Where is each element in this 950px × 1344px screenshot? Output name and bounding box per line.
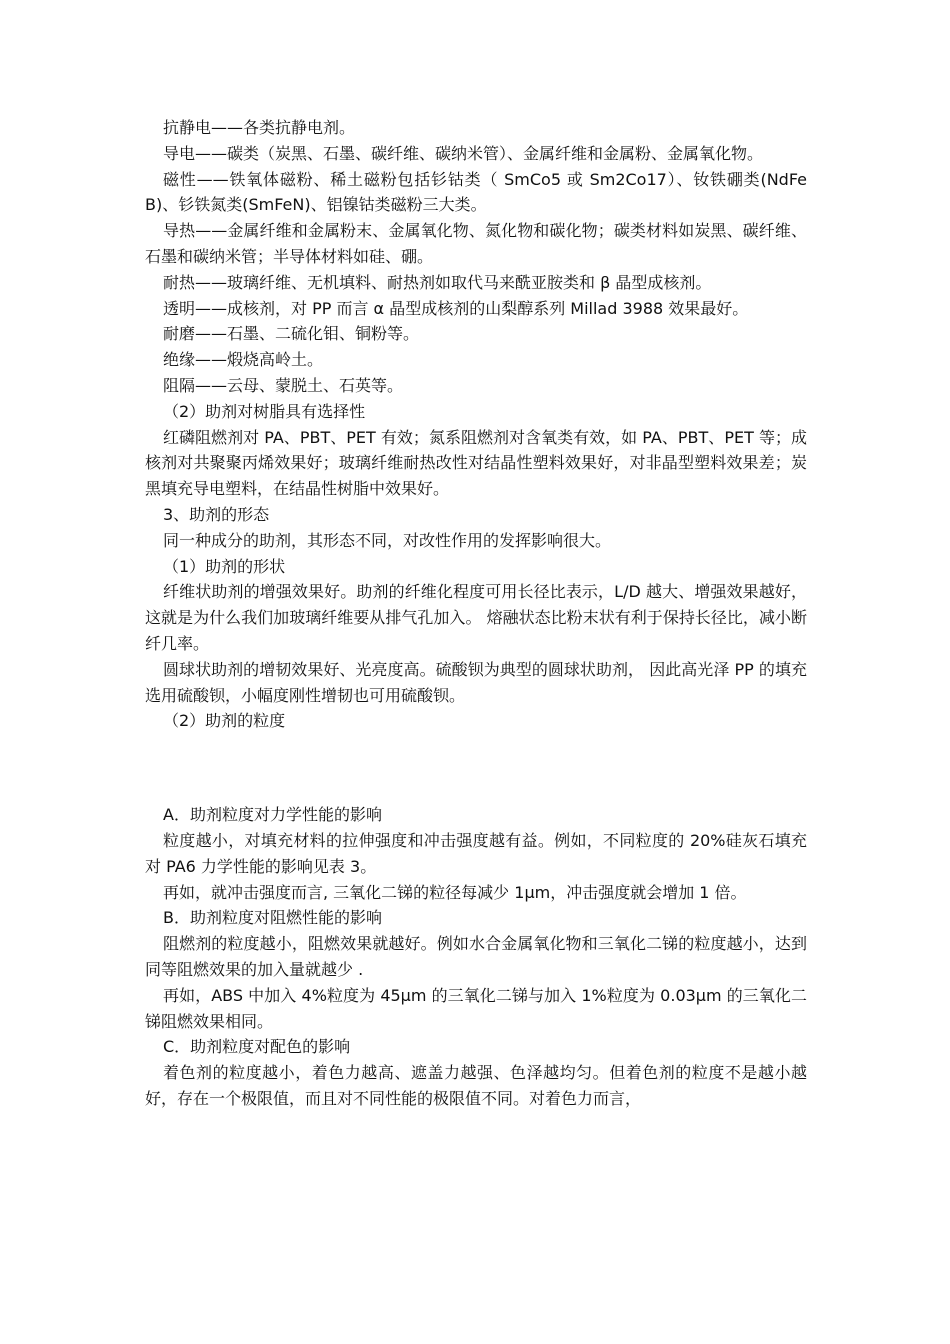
paragraph: 同一种成分的助剂，其形态不同，对改性作用的发挥影响很大。 bbox=[163, 530, 612, 550]
paragraph: 透明——成核剂，对 PP 而言 α 晶型成核剂的山梨醇系列 Millad 3988 效果最好。 bbox=[163, 298, 749, 318]
section-heading: 3、助剂的形态 bbox=[163, 504, 270, 524]
paragraph: 阻隔——云母、蒙脱土、石英等。 bbox=[163, 375, 404, 395]
paragraph: 磁性——铁氧体磁粉、稀土磁粉包括钐钴类（ SmCo5 或 Sm2Co17）、钕铁硼类(NdFeB)、钐铁氮类(SmFeN)、铝镍钴类磁粉三大类。 bbox=[145, 169, 807, 215]
paragraph: 着色剂的粒度越小，着色力越高、遮盖力越强、色泽越均匀。但着色剂的粒度不是越小越好，存在一个极限值，而且对不同性能的极限值不同。对着色力而言， bbox=[145, 1063, 807, 1108]
paragraph: 阻燃剂的粒度越小，阻燃效果就越好。例如水合金属氧化物和三氧化二锑的粒度越小，达到同等阻燃效果的加入量就越少 . bbox=[145, 934, 807, 979]
paragraph: 抗静电——各类抗静电剂。 bbox=[163, 118, 356, 137]
blank-gap bbox=[145, 734, 807, 802]
subheading: A．助剂粒度对力学性能的影响 bbox=[163, 805, 382, 825]
paragraph: 导电——碳类（炭黑、石墨、碳纤维、碳纳米管）、金属纤维和金属粉、金属氧化物。 bbox=[163, 143, 764, 163]
subheading: （1）助剂的形状 bbox=[163, 556, 286, 576]
paragraph: 纤维状助剂的增强效果好。助剂的纤维化程度可用长径比表示，L/D 越大、增强效果越好，这就是为什么我们加玻璃纤维要从排气孔加入。 熔融状态比粉末状有利于保持长径比，减小断纤几率。 bbox=[145, 582, 807, 653]
paragraph: 粒度越小，对填充材料的拉伸强度和冲击强度越有益。例如，不同粒度的 20%硅灰石填充对 PA6 力学性能的影响见表 3。 bbox=[145, 830, 807, 876]
paragraph: 再如，ABS 中加入 4%粒度为 45μm 的三氧化二锑与加入 1%粒度为 0.03μm 的三氧化二锑阻燃效果相同。 bbox=[145, 985, 807, 1031]
paragraph: 绝缘——煅烧高岭土。 bbox=[163, 350, 324, 370]
subheading: C．助剂粒度对配色的影响 bbox=[163, 1037, 351, 1057]
subheading: （2）助剂的粒度 bbox=[163, 711, 286, 731]
subheading: B．助剂粒度对阻燃性能的影响 bbox=[163, 908, 382, 928]
section-part2 bbox=[145, 802, 807, 1112]
paragraph: 再如，就冲击强度而言, 三氧化二锑的粒径每减少 1μm，冲击强度就会增加 1 倍。 bbox=[163, 882, 747, 902]
document-page bbox=[145, 115, 807, 1112]
paragraph: 导热——金属纤维和金属粉末、金属氧化物、氮化物和碳化物；碳类材料如炭黑、碳纤维、石墨和碳纳米管；半导体材料如硅、硼。 bbox=[145, 221, 807, 266]
paragraph: 耐磨——石墨、二硫化钼、铜粉等。 bbox=[163, 324, 420, 344]
section-part1 bbox=[145, 115, 807, 734]
paragraph: 圆球状助剂的增韧效果好、光亮度高。硫酸钡为典型的圆球状助剂， 因此高光泽 PP 的填充选用硫酸钡，小幅度刚性增韧也可用硫酸钡。 bbox=[145, 659, 807, 705]
paragraph: 红磷阻燃剂对 PA、PBT、PET 有效；氮系阻燃剂对含氧类有效，如 PA、PBT、PET 等；成核剂对共聚聚丙烯效果好；玻璃纤维耐热改性对结晶性塑料效果好，对非晶型塑料效果差；炭黑填充导电塑料，在结晶性树脂中效果好。 bbox=[145, 427, 807, 499]
paragraph: 耐热——玻璃纤维、无机填料、耐热剂如取代马来酰亚胺类和 β 晶型成核剂。 bbox=[163, 272, 712, 292]
subheading: （2）助剂对树脂具有选择性 bbox=[163, 401, 366, 421]
